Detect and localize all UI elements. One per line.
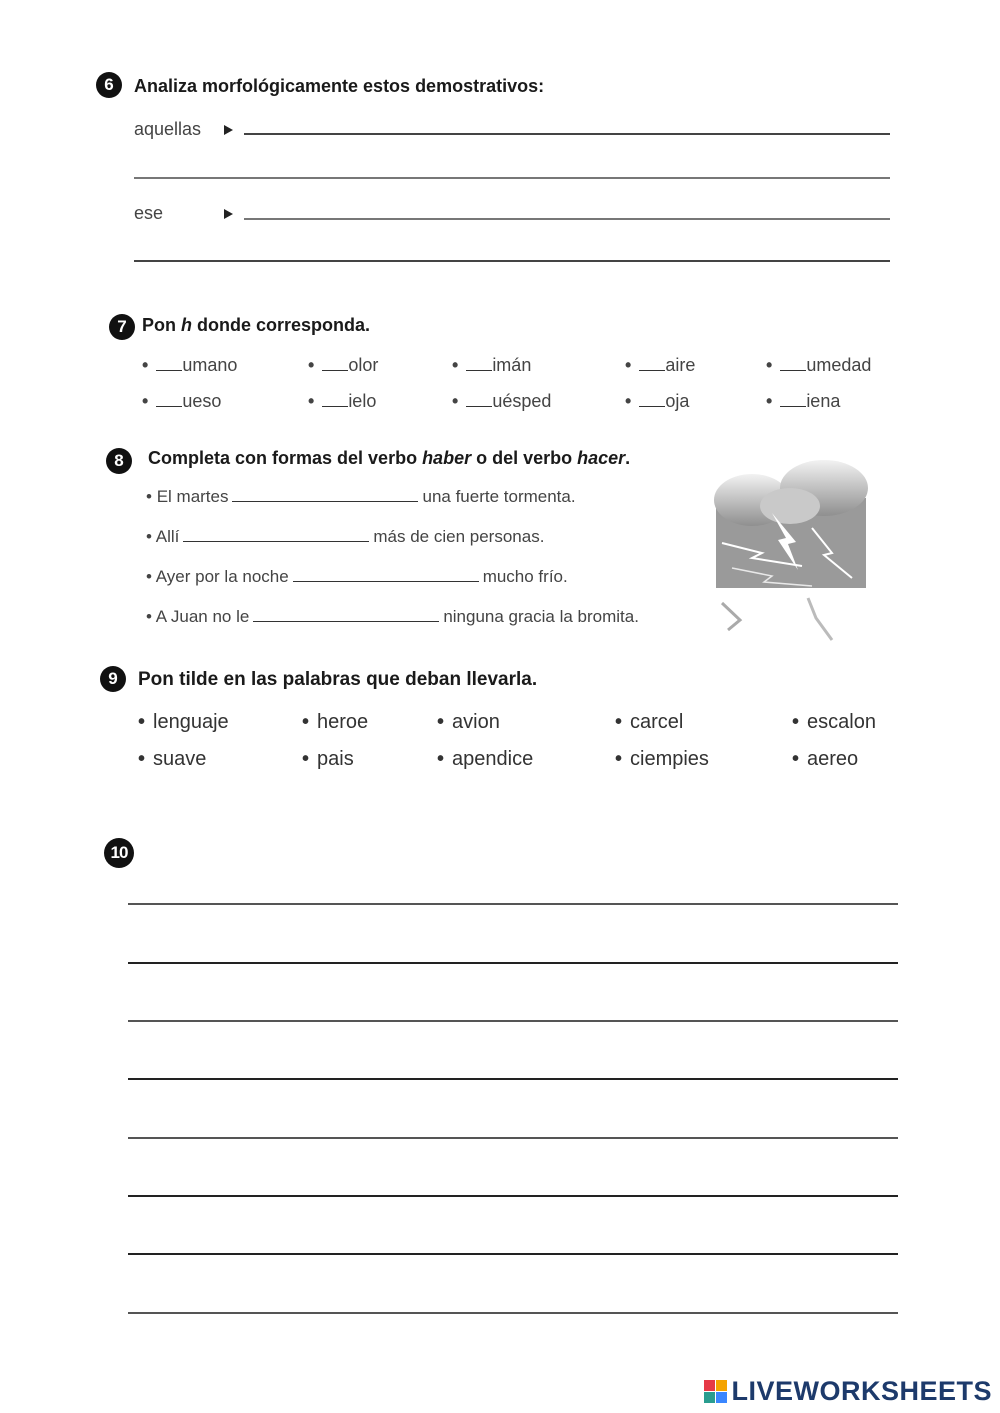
answer-blank[interactable]	[183, 527, 369, 542]
exercise-8-title: Completa con formas del verbo haber o del verbo hacer.	[148, 448, 631, 468]
arrow-icon	[224, 209, 233, 219]
sentence-1: • El martes una fuerte tormenta.	[146, 487, 576, 506]
exercise-9-title: Pon tilde en las palabras que deban llevarla.	[138, 669, 538, 690]
writing-line[interactable]	[128, 1020, 898, 1022]
h-item[interactable]: • oja	[625, 391, 690, 411]
exercise-7-title: Pon h donde corresponda.	[142, 315, 371, 335]
answer-blank[interactable]	[232, 487, 418, 502]
arrow-icon	[224, 125, 233, 135]
answer-line-aquellas[interactable]	[244, 133, 890, 135]
answer-line-ese[interactable]	[244, 218, 890, 220]
h-item[interactable]: • aire	[625, 355, 696, 375]
h-item[interactable]: • ielo	[308, 391, 377, 411]
tilde-word[interactable]: • apendice	[437, 748, 534, 770]
answer-line-aquellas-2[interactable]	[134, 177, 890, 179]
exercise-9-number: 9	[100, 666, 126, 692]
writing-line[interactable]	[128, 1195, 898, 1197]
answer-blank[interactable]	[293, 567, 479, 582]
exercise-6-title: Analiza morfológicamente estos demostrativos:	[134, 76, 545, 96]
tilde-word[interactable]: • avion	[437, 711, 500, 733]
h-item[interactable]: • imán	[452, 355, 532, 375]
h-item[interactable]: • iena	[766, 391, 841, 411]
h-item[interactable]: • umano	[142, 355, 238, 375]
h-item[interactable]: • umedad	[766, 355, 872, 375]
answer-blank[interactable]	[253, 607, 439, 622]
tilde-word[interactable]: • aereo	[792, 748, 859, 770]
storm-cloud-illustration	[712, 458, 872, 648]
word-ese: ese	[134, 203, 164, 223]
liveworksheets-logo-text: LIVEWORKSHEETS	[731, 1376, 992, 1406]
tilde-word[interactable]: • heroe	[302, 711, 369, 733]
tilde-word[interactable]: • suave	[138, 748, 207, 770]
answer-line-ese-2[interactable]	[134, 260, 890, 262]
h-item[interactable]: • uésped	[452, 391, 552, 411]
tilde-word[interactable]: • pais	[302, 748, 354, 770]
liveworksheets-logo-icon	[704, 1380, 728, 1404]
tilde-word[interactable]: • lenguaje	[138, 711, 229, 733]
sentence-2: • Allí más de cien personas.	[146, 527, 545, 546]
h-item[interactable]: • ueso	[142, 391, 222, 411]
sentence-3: • Ayer por la noche mucho frío.	[146, 567, 568, 586]
writing-line[interactable]	[128, 1137, 898, 1139]
writing-line[interactable]	[128, 1253, 898, 1255]
exercise-6-number: 6	[96, 72, 122, 98]
writing-line[interactable]	[128, 1078, 898, 1080]
writing-line[interactable]	[128, 962, 898, 964]
exercise-10-number: 10	[104, 838, 134, 868]
exercise-8-number: 8	[106, 448, 132, 474]
word-aquellas: aquellas	[134, 119, 202, 139]
tilde-word[interactable]: • escalon	[792, 711, 876, 733]
sentence-4: • A Juan no le ninguna gracia la bromita.	[146, 607, 639, 626]
liveworksheets-logo	[704, 1376, 992, 1407]
h-item[interactable]: • olor	[308, 355, 379, 375]
writing-line[interactable]	[128, 1312, 898, 1314]
tilde-word[interactable]: • ciempies	[615, 748, 709, 770]
writing-line[interactable]	[128, 903, 898, 905]
tilde-word[interactable]: • carcel	[615, 711, 684, 733]
exercise-7-number: 7	[109, 314, 135, 340]
